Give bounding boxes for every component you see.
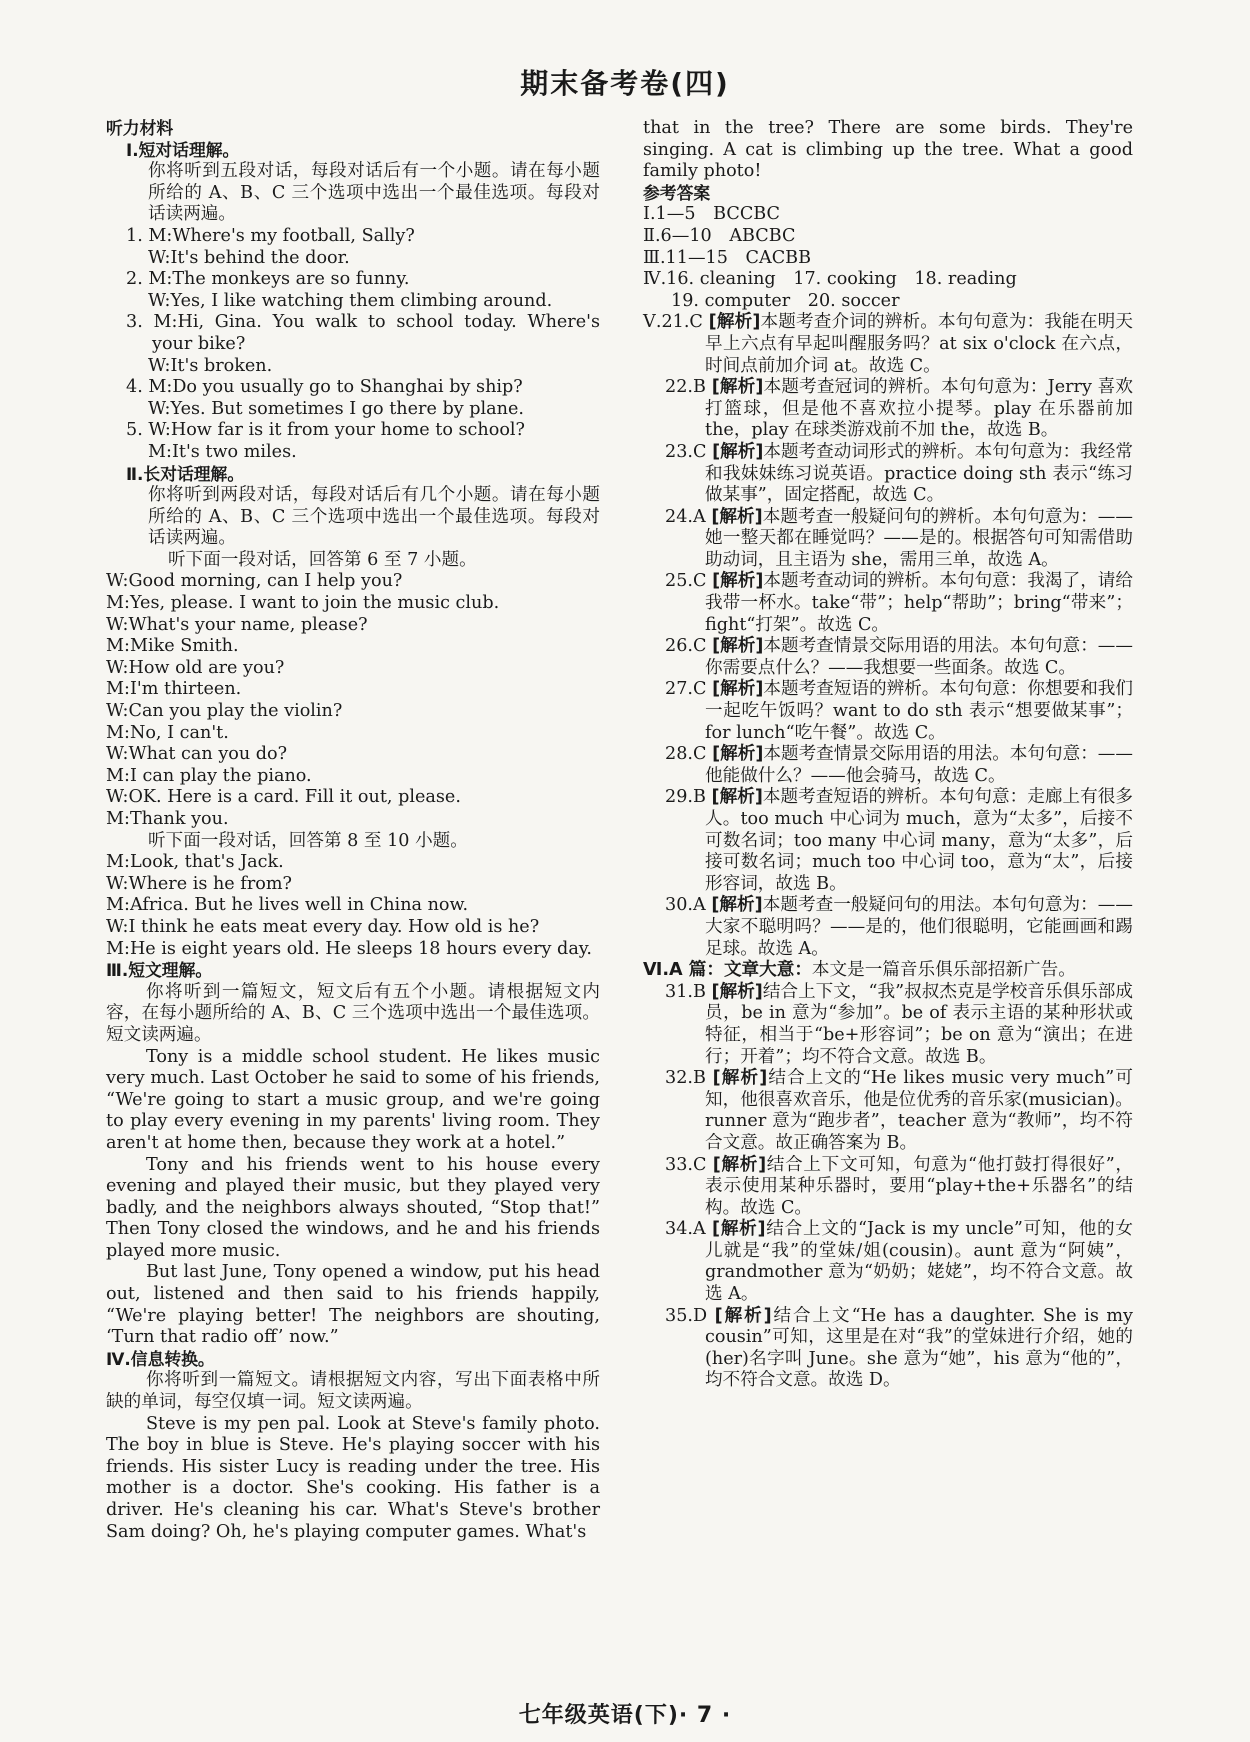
dialogue-line: W:What can you do?: [106, 744, 288, 765]
analysis-tag: [解析]: [714, 1305, 772, 1326]
dialogue-line: 2. M:The monkeys are so funny.: [126, 269, 410, 290]
analysis-tag: [解析]: [712, 571, 764, 592]
answer-text: 结合上下文可知，句意为“他打鼓打得很好”，表示使用某种乐器时，要用“play+the+乐器名”的结构。故选 C。: [705, 1154, 1133, 1218]
answer-text: 本题考查冠词的辨析。本句句意为：Jerry 喜欢打篮球，但是他不喜欢拉小提琴。play 在乐器前加 the，play 在球类游戏前不加 the，故选 B。: [705, 377, 1134, 441]
answer-text: 本题考查情景交际用语的用法。本句句意：——你需要点什么？——我想要一些面条。故选 C。: [705, 636, 1133, 678]
answer-number: 27.C: [665, 679, 707, 700]
dialogue-line: W:Yes. But sometimes I go there by plane.: [148, 398, 524, 419]
analysis-tag: [解析]: [712, 1068, 768, 1089]
answer-number: 22.B: [665, 377, 706, 398]
answer-item: [643, 982, 1133, 1068]
dialogue-line: W:Yes, I like watching them climbing around.: [148, 290, 553, 311]
page-title: 期末备考卷(四): [520, 67, 730, 100]
section-6-summary: [643, 960, 1133, 982]
section-2-sub-1: 听下面一段对话，回答第 6 至 7 小题。: [168, 549, 477, 570]
right-column: [643, 118, 1133, 1392]
answer-text: 本题考查短语的辨析。本句句意：走廊上有很多人。too much 中心词为 much，意为“太多”，后接不可数名词；too many 中心词 many，意为“太多”，后接可数名词；much too 中心词 too，意为“太”，后接形容词，故选 B。: [705, 787, 1133, 894]
section-4-instruction: 你将听到一篇短文。请根据短文内容，写出下面表格中所缺的单词，每空仅填一词。短文读两遍。: [106, 1370, 600, 1413]
passage-paragraph: Steve is my pen pal. Look at Steve's family photo. The boy in blue is Steve. He's playing soccer with his friends. His sister Lucy is reading under the tree. His mother is a doctor. She's cooking. His father is a driver. He's cleaning his car. What's Steve's brother Sam doing? Oh, he's playing computer games. What's: [106, 1413, 600, 1542]
section-4-title: Ⅳ.信息转换。: [106, 1348, 215, 1369]
answer-number: Ⅴ.21.C: [643, 312, 703, 333]
dialogue-line: 5. W:How far is it from your home to school?: [126, 420, 525, 441]
analysis-tag: [解析]: [711, 895, 763, 916]
dialogue-line: W:It's broken.: [148, 355, 273, 376]
page-footer: 七年级英语(下)· 7 ·: [518, 1703, 732, 1728]
answer-text: 本题考查动词的辨析。本句句意：我渴了，请给我带一杯水。take“带”；help“帮助”；bring“带来”；fight“打架”。故选 C。: [705, 571, 1133, 635]
answer-text: 本题考查一般疑问句的用法。本句句意为：——大家不聪明吗？——是的，他们很聪明，它能画画和踢足球。故选 A。: [705, 895, 1133, 959]
answer-item: [643, 1068, 1133, 1154]
answer-item: [643, 895, 1133, 960]
dialogue-line: W:What's your name, please?: [106, 614, 368, 635]
analysis-tag: [解析]: [708, 312, 761, 333]
dialogue-line: W:I think he eats meat every day. How old is he?: [106, 916, 540, 937]
section-1-instruction: 你将听到五段对话，每段对话后有一个小题。请在每小题所给的 A、B、C 三个选项中选出一个最佳选项。每段对话读两遍。: [148, 161, 600, 225]
passage-paragraph: Tony is a middle school student. He likes music very much. Last October he said to some of his friends, “We're going to start a music group, and we're going to play every evening in my parents' living room. They aren't at home then, because they work at a hotel.”: [106, 1046, 600, 1153]
answer-number: 25.C: [665, 571, 707, 592]
answer-item: [643, 1306, 1133, 1392]
dialogue-line: M:No, I can't.: [106, 722, 229, 743]
analysis-tag: [解析]: [711, 981, 763, 1002]
dialogue-line: W:Where is he from?: [106, 873, 292, 894]
section-6-text: 本文是一篇音乐俱乐部招新广告。: [811, 960, 1076, 981]
analysis-tag: [解析]: [712, 636, 764, 657]
dialogue-line: M:He is eight years old. He sleeps 18 hours every day.: [106, 938, 593, 959]
analysis-tag: [解析]: [712, 441, 764, 462]
answer-number: 30.A: [665, 895, 706, 916]
answer-text: 结合上下文，“我”叔叔杰克是学校音乐俱乐部成员，be in 意为“参加”。be of 表示主语的某种形状或特征，相当于“be+形容词”；be on 意为“演出；在进行；开着”；均不符合文意。故选 B。: [705, 981, 1133, 1067]
dialogue-line: W:Can you play the violin?: [106, 701, 343, 722]
dialogue-line: W:How old are you?: [106, 657, 285, 678]
answer-item: [643, 679, 1133, 744]
analysis-tag: [解析]: [712, 1219, 766, 1240]
answer-text: 本题考查情景交际用语的用法。本句句意：——他能做什么？——他会骑马，故选 C。: [705, 744, 1133, 786]
dialogue-line: 4. M:Do you usually go to Shanghai by ship?: [126, 377, 523, 398]
dialogue-line: M:Mike Smith.: [106, 636, 239, 657]
answer-key-line: Ⅲ.11—15 CACBB: [643, 247, 812, 268]
answer-key-line: Ⅰ.1—5 BCCBC: [643, 204, 781, 225]
answer-item: [643, 787, 1133, 895]
answer-number: 28.C: [665, 744, 707, 765]
answer-number: 26.C: [665, 636, 707, 657]
answer-item: [643, 744, 1133, 787]
answer-item: [643, 442, 1133, 507]
answer-number: 32.B: [665, 1068, 706, 1089]
section-2-sub-2: 听下面一段对话，回答第 8 至 10 小题。: [148, 830, 468, 851]
section-2-instruction: 你将听到两段对话，每段对话后有几个小题。请在每小题所给的 A、B、C 三个选项中选出一个最佳选项。每段对话读两遍。: [148, 485, 600, 549]
answer-text: 结合上文“He has a daughter. She is my cousin”可知，这里是在对“我”的堂妹进行介绍，她的(her)名字叫 June。she 意为“她”，his 意为“他的”，均不符合文意。故选 D。: [705, 1305, 1133, 1391]
answer-text: 结合上文的“Jack is my uncle”可知，他的女儿就是“我”的堂妹/姐(cousin)。aunt 意为“阿姨”，grandmother 意为“奶奶；姥姥”，均不符合文意。故选 A。: [705, 1219, 1133, 1305]
answer-number: 34.A: [665, 1219, 706, 1240]
dialogue-line: M:Look, that's Jack.: [106, 852, 284, 873]
passage-paragraph: But last June, Tony opened a window, put his head out, listened and then said to his friends happily, “We're playing better! The neighbors are shouting, ‘Turn that radio off’ now.”: [106, 1262, 600, 1348]
answer-item: [643, 507, 1133, 572]
dialogue-line: M:I'm thirteen.: [106, 679, 242, 700]
dialogue-line: W:OK. Here is a card. Fill it out, please.: [106, 787, 461, 808]
analysis-tag: [解析]: [711, 787, 763, 808]
answer-item: [643, 312, 1133, 377]
section-1-title: Ⅰ.短对话理解。: [126, 139, 240, 160]
analysis-tag: [解析]: [712, 1154, 767, 1175]
answer-item: [643, 1219, 1133, 1305]
answer-item: [643, 1155, 1133, 1220]
dialogue-line: 3. M:Hi, Gina. You walk to school today. Where's your bike?: [126, 312, 600, 354]
answer-number: 29.B: [665, 787, 706, 808]
answer-key-line: 19. computer 20. soccer: [671, 290, 900, 311]
dialogue-line: 1. M:Where's my football, Sally?: [126, 225, 415, 246]
answers-heading: 参考答案: [643, 182, 711, 203]
section-6-heading: Ⅵ.A 篇：文章大意：: [643, 960, 812, 981]
dialogue-line: M:It's two miles.: [148, 441, 297, 462]
answer-number: 23.C: [665, 441, 707, 462]
section-3-title: Ⅲ.短文理解。: [106, 960, 213, 981]
listening-heading: 听力材料: [106, 118, 174, 138]
dialogue-line: M:Yes, please. I want to join the music club.: [106, 593, 500, 614]
answer-key-line: Ⅱ.6—10 ABCBC: [643, 225, 796, 246]
dialogue-line: M:Thank you.: [106, 809, 229, 829]
answer-text: 本题考查动词形式的辨析。本句句意为：我经常和我妹妹练习说英语。practice doing sth 表示“练习做某事”，固定搭配，故选 C。: [705, 441, 1133, 506]
answer-text: 本题考查一般疑问句的辨析。本句句意为：——她一整天都在睡觉吗？——是的。根据答句可知需借助助动词，且主语为 she，需用三单，故选 A。: [705, 506, 1133, 570]
answer-text: 本题考查短语的辨析。本句句意：你想要和我们一起吃午饭吗？want to do sth 表示“想要做某事”；for lunch“吃午餐”。故选 C。: [705, 679, 1133, 743]
analysis-tag: [解析]: [711, 506, 763, 527]
section-2-title: Ⅱ.长对话理解。: [126, 463, 245, 484]
answer-text: 结合上文的“He likes music very much”可知，他很喜欢音乐，他是位优秀的音乐家(musician)。runner 意为“跑步者”，teacher 意为“教师”，均不符合文意。故正确答案为 B。: [705, 1068, 1133, 1153]
answer-key-line: Ⅳ.16. cleaning 17. cooking 18. reading: [643, 269, 1017, 290]
dialogue-line: W:It's behind the door.: [148, 247, 350, 268]
passage-continuation: that in the tree? There are some birds. They're singing. A cat is climbing up the tree. What a good family photo!: [643, 118, 1133, 182]
analysis-tag: [解析]: [712, 744, 764, 765]
answer-number: 35.D: [665, 1305, 708, 1326]
answer-text: 本题考查介词的辨析。本句句意为：我能在明天早上六点有早起叫醒服务吗？at six o'clock 在六点，时间点前加介词 at。故选 C。: [705, 312, 1133, 376]
answer-number: 33.C: [665, 1154, 707, 1175]
dialogue-line: M:I can play the piano.: [106, 765, 312, 786]
passage-paragraph: Tony and his friends went to his house every evening and played their music, but they played very badly, and the neighbors always shouted, “Stop that!” Then Tony closed the windows, and he and his friends played more music.: [106, 1154, 600, 1261]
left-column: [106, 118, 600, 1543]
dialogue-line: W:Good morning, can I help you?: [106, 571, 403, 592]
answer-number: 31.B: [665, 981, 706, 1002]
analysis-tag: [解析]: [711, 377, 764, 398]
analysis-tag: [解析]: [712, 679, 764, 700]
answer-item: [643, 571, 1133, 636]
section-3-instruction: 你将听到一篇短文，短文后有五个小题。请根据短文内容，在每小题所给的 A、B、C 三个选项中选出一个最佳选项。短文读两遍。: [106, 981, 600, 1045]
dialogue-line: M:Africa. But he lives well in China now.: [106, 895, 469, 916]
answer-number: 24.A: [665, 506, 706, 527]
answer-item: [643, 377, 1133, 442]
answer-item: [643, 636, 1133, 679]
